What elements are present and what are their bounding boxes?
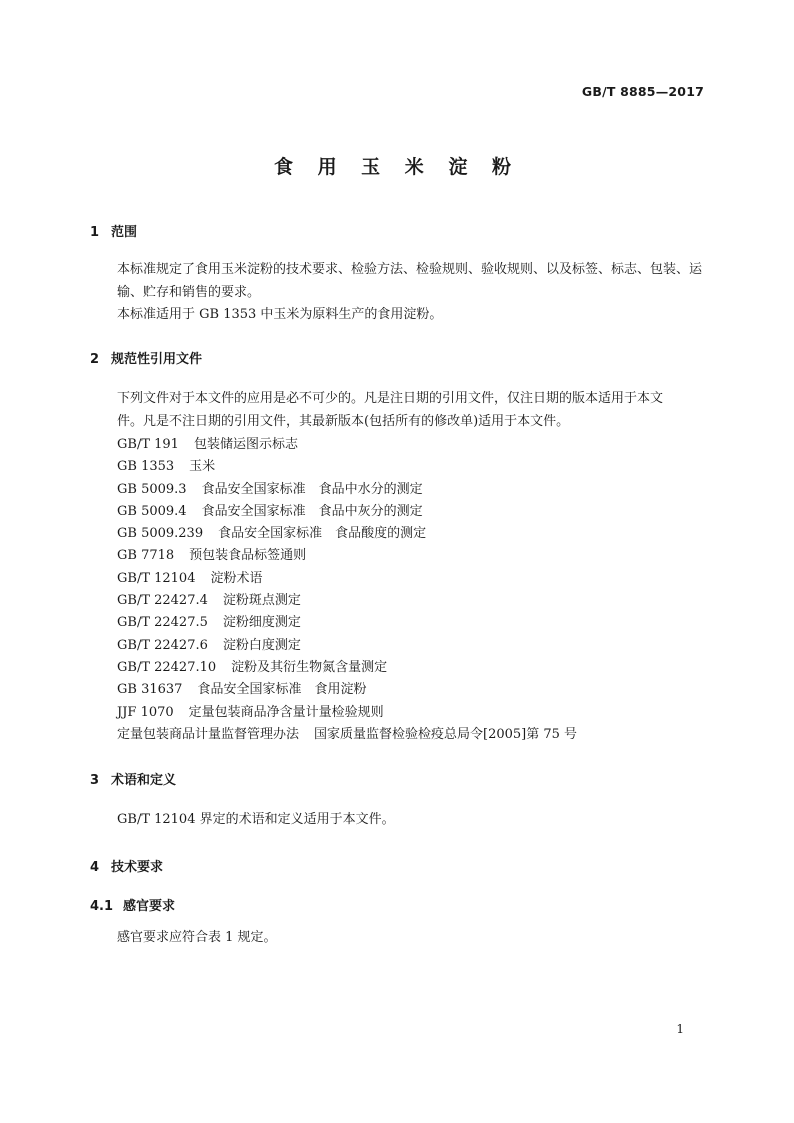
section-title: 规范性引用文件 — [111, 352, 203, 367]
reference-code: GB/T 22427.6 — [117, 637, 208, 653]
reference-item — [117, 635, 577, 657]
reference-name: 定量包装商品净含量计量检验规则 — [188, 704, 384, 720]
reference-code: GB/T 12104 — [117, 570, 196, 586]
reference-code: GB 31637 — [117, 682, 183, 698]
reference-item — [117, 545, 577, 567]
reference-item — [117, 456, 577, 478]
paragraph-line: 本标准适用于 GB 1353 中玉米为原料生产的食用淀粉。 — [117, 307, 443, 322]
reference-item — [117, 434, 577, 456]
reference-name: 淀粉术语 — [210, 570, 263, 586]
reference-code: GB 5009.3 — [117, 481, 187, 497]
reference-name: 食品安全国家标准 食品中水分的测定 — [201, 481, 423, 497]
section-number: 1 — [90, 225, 100, 240]
section-2-heading — [90, 348, 202, 367]
paragraph-line: 感官要求应符合表 1 规定。 — [117, 930, 277, 945]
document-title: 食 用 玉 米 淀 粉 — [273, 156, 521, 178]
reference-item — [117, 657, 577, 679]
reference-name: 淀粉及其衍生物氮含量测定 — [231, 659, 388, 675]
reference-name: 淀粉斑点测定 — [222, 593, 301, 609]
reference-code: GB 5009.239 — [117, 526, 204, 542]
section-2-intro — [90, 388, 706, 433]
section-3-heading — [90, 769, 176, 788]
section-number: 2 — [90, 352, 100, 367]
reference-name: 预包装食品标签通则 — [189, 548, 307, 564]
section-4-1-heading — [90, 895, 175, 914]
reference-item — [117, 479, 577, 501]
section-number: 3 — [90, 773, 100, 788]
section-1-paragraph-1 — [90, 259, 706, 304]
reference-item — [117, 724, 577, 746]
reference-item — [117, 679, 577, 701]
reference-name: 玉米 — [189, 459, 216, 475]
paragraph-line: 本标准规定了食用玉米淀粉的技术要求、检验方法、检验规则、验收规则、以及标签、标志、包装、运 — [117, 262, 703, 277]
reference-name: 包装储运图示标志 — [193, 437, 298, 452]
section-1-paragraph-2 — [90, 304, 706, 327]
reference-name: 食品安全国家标准 食用淀粉 — [197, 682, 367, 698]
section-title: 技术要求 — [111, 860, 164, 875]
reference-item — [117, 523, 577, 545]
section-title: 术语和定义 — [111, 773, 177, 788]
paragraph-line: 下列文件对于本文件的应用是必不可少的。凡是注日期的引用文件，仅注日期的版本适用于本文 — [117, 391, 664, 406]
paragraph-line: GB/T 12104 界定的术语和定义适用于本文件。 — [117, 812, 395, 827]
reference-item — [117, 568, 577, 590]
reference-list — [117, 434, 577, 746]
reference-name: 淀粉白度测定 — [222, 637, 301, 653]
reference-code: GB/T 22427.4 — [117, 593, 208, 609]
reference-item — [117, 702, 577, 724]
section-3-paragraph — [90, 809, 706, 832]
section-title: 感官要求 — [123, 899, 176, 914]
section-1-heading — [90, 221, 137, 240]
reference-name: 食品安全国家标准 食品酸度的测定 — [218, 526, 427, 542]
section-number: 4.1 — [90, 899, 114, 914]
reference-code: 定量包装商品计量监督管理办法 — [117, 726, 300, 742]
section-number: 4 — [90, 860, 100, 875]
reference-item — [117, 612, 577, 634]
reference-name: 淀粉细度测定 — [222, 615, 301, 631]
reference-code: GB 1353 — [117, 459, 175, 475]
standard-code: GB/T 8885—2017 — [581, 84, 704, 99]
reference-code: JJF 1070 — [117, 704, 174, 720]
reference-name: 国家质量监督检验检疫总局令[2005]第 75 号 — [314, 726, 578, 742]
reference-code: GB/T 22427.5 — [117, 615, 208, 631]
reference-code: GB 7718 — [117, 548, 175, 564]
reference-code: GB/T 191 — [117, 437, 179, 452]
page-number: 1 — [676, 1022, 684, 1036]
section-4-heading — [90, 856, 163, 875]
reference-item — [117, 590, 577, 612]
paragraph-line: 输、贮存和销售的要求。 — [117, 284, 261, 300]
reference-item — [117, 501, 577, 523]
section-4-1-paragraph — [90, 927, 706, 950]
section-title: 范围 — [111, 225, 138, 240]
reference-code: GB/T 22427.10 — [117, 659, 217, 675]
reference-name: 食品安全国家标准 食品中灰分的测定 — [201, 503, 423, 519]
paragraph-line: 件。凡是不注日期的引用文件，其最新版本(包括所有的修改单)适用于本文件。 — [117, 413, 570, 429]
reference-code: GB 5009.4 — [117, 503, 187, 519]
